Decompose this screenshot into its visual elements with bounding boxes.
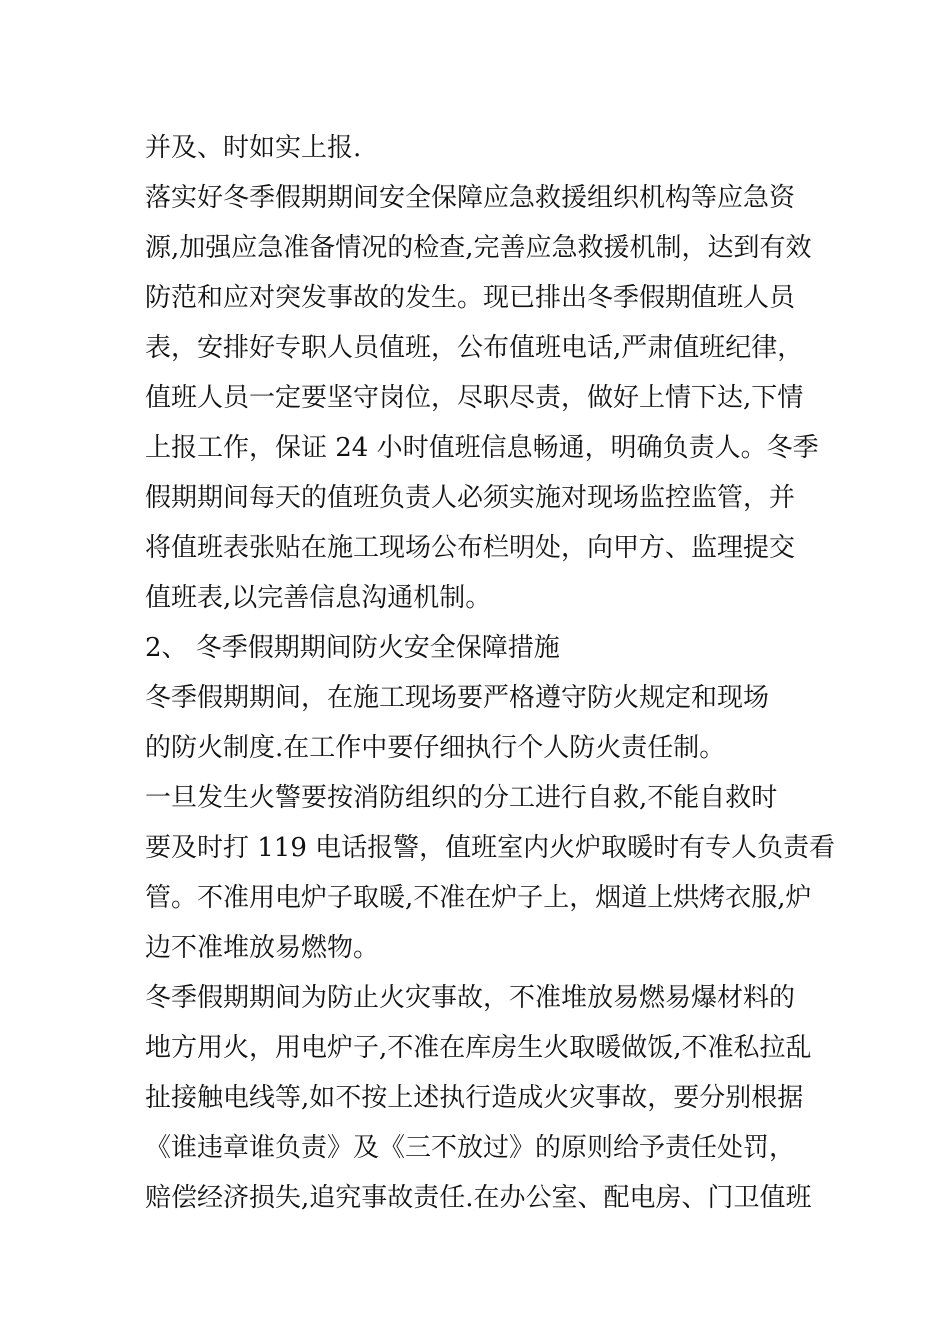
text-line: 并及、时如实上报. xyxy=(145,133,362,163)
text-line: 冬季假期期间为防止火灾事故，不准堆放易燃易爆材料的 xyxy=(145,983,796,1013)
section-heading: 2、 冬季假期期间防火安全保障措施 xyxy=(145,633,560,663)
text-line: 防范和应对突发事故的发生。现已排出冬季假期值班人员 xyxy=(145,283,796,313)
text-line: 要及时打 119 电话报警，值班室内火炉取暖时有专人负责看 xyxy=(145,833,836,863)
text-line: 冬季假期期间，在施工现场要严格遵守防火规定和现场 xyxy=(145,683,770,713)
text-line: 表，安排好专职人员值班，公布值班电话,严肃值班纪律， xyxy=(145,333,804,363)
text-line: 赔偿经济损失,追究事故责任.在办公室、配电房、门卫值班 xyxy=(145,1183,812,1213)
text-line: 边不准堆放易燃物。 xyxy=(145,933,380,963)
text-line: 将值班表张贴在施工现场公布栏明处，向甲方、监理提交 xyxy=(145,533,796,563)
text-line: 一旦发生火警要按消防组织的分工进行自救,不能自救时 xyxy=(145,783,778,813)
text-line: 《谁违章谁负责》及《三不放过》的原则给予责任处罚， xyxy=(145,1133,796,1163)
text-line: 值班人员一定要坚守岗位，尽职尽责，做好上情下达,下情 xyxy=(145,383,804,413)
text-line: 落实好冬季假期期间安全保障应急救援组织机构等应急资 xyxy=(145,183,796,213)
text-line: 扯接触电线等,如不按上述执行造成火灾事故，要分别根据 xyxy=(145,1083,804,1113)
text-line: 值班表,以完善信息沟通机制。 xyxy=(145,583,492,613)
text-line: 假期期间每天的值班负责人必须实施对现场监控监管，并 xyxy=(145,483,796,513)
text-line: 源,加强应急准备情况的检查,完善应急救援机制，达到有效 xyxy=(145,233,812,263)
text-line: 地方用火，用电炉子,不准在库房生火取暖做饭,不准私拉乱 xyxy=(145,1033,812,1063)
text-line: 上报工作，保证 24 小时值班信息畅通，明确负责人。冬季 xyxy=(145,433,819,463)
text-line: 管。不准用电炉子取暖,不准在炉子上，烟道上烘烤衣服,炉 xyxy=(145,883,812,913)
text-line: 的防火制度.在工作中要仔细执行个人防火责任制。 xyxy=(145,733,726,763)
